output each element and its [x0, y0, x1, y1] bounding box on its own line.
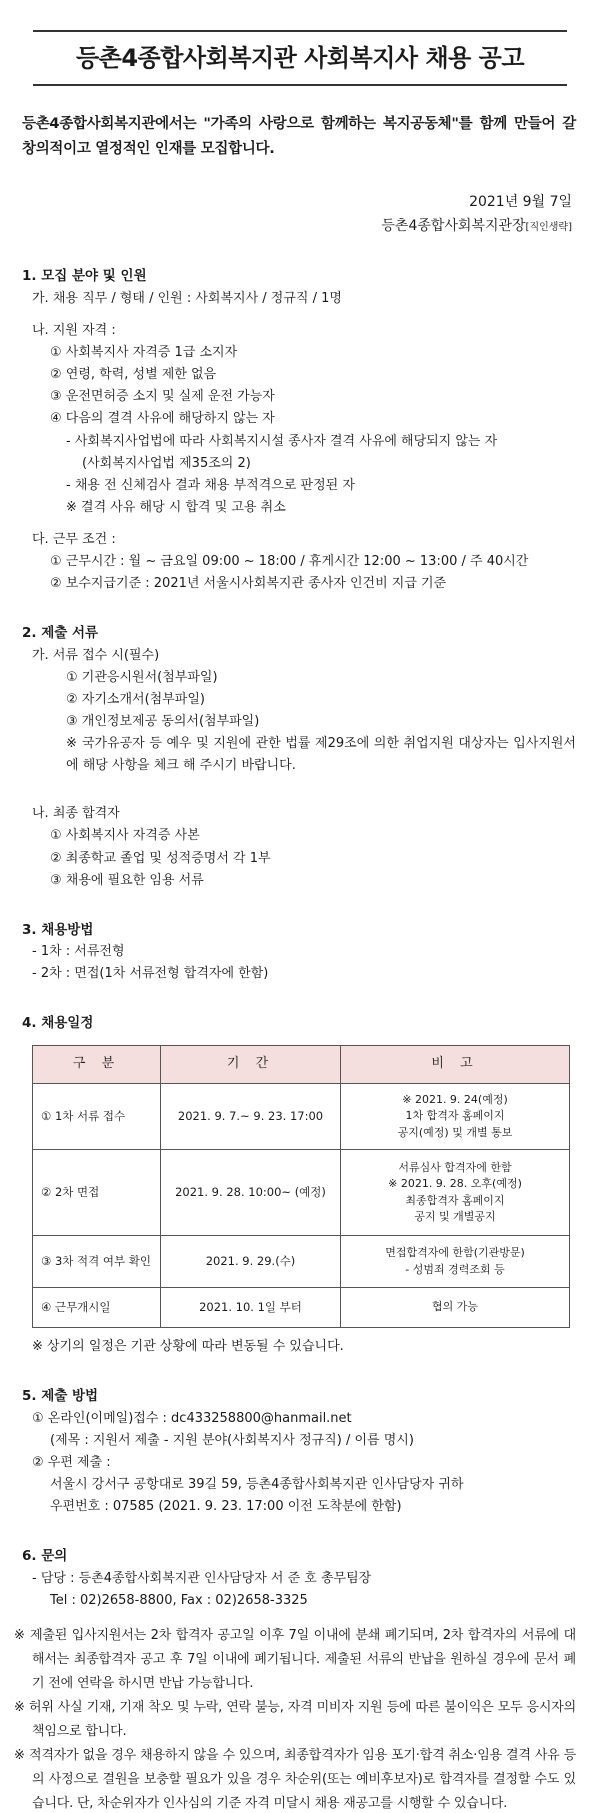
- final-document-item: ② 최종학교 졸업 및 성적증명서 각 1부: [50, 850, 271, 866]
- documents-heading: 가. 서류 접수 시(필수): [32, 647, 160, 663]
- submit-online-subject: (제목 : 지원서 제출 - 지원 분야(사회복지사 정규직) / 이름 명시): [50, 1432, 414, 1448]
- document-item: ① 기관응시원서(첨부파일): [66, 669, 218, 685]
- schedule-period: 2021. 9. 7.~ 9. 23. 17:00: [161, 1084, 341, 1150]
- section-3-title: 3. 채용방법: [22, 921, 94, 938]
- seal-note: [직인생략]: [525, 221, 572, 233]
- footnote: ※ 적격자가 없을 경우 채용하지 않을 수 있으며, 최종합격자가 임용 포기·합격 취소·임용 결격 사유 등의 사정으로 결원을 보충할 필요가 있을 경우 차순위(또는 예비후보자)로 합격자를 결정할 수도 있습니다. 단, 차순위자가 인사심의 기준 자격 미달시 채용 재공고를 시행할 수 있습니다.: [14, 1748, 576, 1812]
- table-row: [33, 1084, 570, 1150]
- schedule-note: [341, 1150, 570, 1236]
- schedule-header-row: [33, 1046, 570, 1084]
- schedule-step: ① 1차 서류 접수: [33, 1084, 161, 1150]
- page-title: 등촌4종합사회복지관 사회복지사 채용 공고: [33, 30, 567, 86]
- qualification-item: ② 연령, 학력, 성별 제한 없음: [50, 367, 217, 383]
- work-condition-item: ① 근무시간 : 월 ~ 금요일 09:00 ~ 18:00 / 휴게시간 12:00 ~ 13:00 / 주 40시간: [50, 553, 529, 569]
- submit-mail-postcode: 우편번호 : 07585 (2021. 9. 23. 17:00 이전 도착분에 한함): [50, 1499, 402, 1515]
- final-document-item: ① 사회복지사 자격증 사본: [50, 828, 200, 844]
- document-item: ② 자기소개서(첨부파일): [66, 691, 205, 707]
- section-5-title: 5. 제출 방법: [22, 1388, 99, 1405]
- disqualification-note: ※ 결격 사유 해당 시 합격 및 고용 취소: [66, 499, 286, 515]
- schedule-note-line: 공지 및 개별공지: [414, 1210, 496, 1224]
- work-conditions-heading: 다. 근무 조건 :: [32, 531, 116, 547]
- footnote: ※ 허위 사실 기재, 기재 착오 및 누락, 연락 불능, 자격 미비자 지원 등에 따른 불이익은 모두 응시자의 책임으로 합니다.: [14, 1700, 576, 1740]
- veteran-note: ※ 국가유공자 등 예우 및 지원에 관한 법률 제29조에 의한 취업지원 대상자는 입사지원서에 해당 사항을 체크 해 주시기 바랍니다.: [66, 736, 576, 774]
- final-document-item: ③ 채용에 필요한 임용 서류: [50, 872, 204, 888]
- submit-mail-address: 서울시 강서구 공항대로 39길 59, 등촌4종합사회복지관 인사담당자 귀하: [50, 1477, 464, 1493]
- submit-email-text[interactable]: ① 온라인(이메일)접수 : dc433258800@hanmail.net: [32, 1410, 352, 1426]
- schedule-note: [341, 1288, 570, 1328]
- schedule-note-line: 면접합격자에 한함(기관방문): [385, 1246, 525, 1260]
- schedule-step: ④ 근무개시일: [33, 1288, 161, 1328]
- schedule-note: [341, 1084, 570, 1150]
- schedule-period: 2021. 10. 1일 부터: [161, 1288, 341, 1328]
- submit-online: [32, 1408, 600, 1430]
- footnotes: [14, 1624, 576, 1813]
- schedule-note: [341, 1236, 570, 1288]
- schedule-table: [32, 1045, 570, 1328]
- section-1-title: 1. 모집 분야 및 인원: [22, 268, 147, 285]
- table-row: [33, 1150, 570, 1236]
- schedule-period: 2021. 9. 29.(수): [161, 1236, 341, 1288]
- schedule-note-line: 협의 가능: [431, 1300, 478, 1314]
- schedule-note-line: ※ 2021. 9. 28. 오후(예정): [388, 1177, 522, 1191]
- schedule-change-note: ※ 상기의 일정은 기관 상황에 따라 변동될 수 있습니다.: [32, 1339, 344, 1355]
- issuer-line: [0, 215, 572, 239]
- issue-date: 2021년 9월 7일: [469, 193, 572, 210]
- schedule-step: ② 2차 면접: [33, 1150, 161, 1236]
- section-2-title: 2. 제출 서류: [22, 625, 99, 642]
- contact-person: - 담당 : 등촌4종합사회복지관 인사담당자 서 준 호 총무팀장: [32, 1570, 372, 1586]
- schedule-note-line: 1차 합격자 홈페이지: [405, 1109, 505, 1123]
- section-4-title: 4. 채용일정: [22, 1015, 94, 1032]
- schedule-note-line: - 성범죄 경력조회 등: [405, 1262, 505, 1276]
- qualification-item: ④ 다음의 결격 사유에 해당하지 않는 자: [50, 411, 275, 427]
- schedule-header-note: 비 고: [341, 1046, 570, 1084]
- contact-phone: Tel : 02)2658-8800, Fax : 02)2658-3325: [50, 1592, 308, 1608]
- table-row: [33, 1236, 570, 1288]
- method-item: - 2차 : 면접(1차 서류전형 합격자에 한함): [32, 966, 269, 982]
- final-documents-heading: 나. 최종 합격자: [32, 806, 120, 822]
- schedule-step: ③ 3차 적격 여부 확인: [33, 1236, 161, 1288]
- schedule-header-step: 구 분: [33, 1046, 161, 1084]
- intro-paragraph: 등촌4종합사회복지관에서는 "가족의 사랑으로 함께하는 복지공동체"를 함께 만들어 갈 창의적이고 열정적인 인재를 모집합니다.: [22, 116, 576, 158]
- schedule-note-line: 공지(예정) 및 개별 통보: [397, 1125, 513, 1139]
- disqualification-item: - 사회복지사업법에 따라 사회복지시설 종사자 결격 사유에 해당되지 않는 자: [66, 433, 498, 449]
- table-row: [33, 1288, 570, 1328]
- schedule-note-line: 서류심사 합격자에 한함: [398, 1160, 512, 1174]
- schedule-header-period: 기 간: [161, 1046, 341, 1084]
- method-item: - 1차 : 서류전형: [32, 944, 125, 960]
- schedule-note-line: 최종합격자 홈페이지: [405, 1193, 505, 1207]
- qualification-item: ① 사회복지사 자격증 1급 소지자: [50, 345, 238, 361]
- qualification-item: ③ 운전면허증 소지 및 실제 운전 가능자: [50, 389, 275, 405]
- document-item: ③ 개인정보제공 동의서(첨부파일): [66, 714, 260, 730]
- qualification-heading: 나. 지원 자격 :: [32, 323, 116, 339]
- work-condition-item: ② 보수지급기준 : 2021년 서울시사회복지관 종사자 인건비 지급 기준: [50, 576, 447, 592]
- footnote: ※ 제출된 입사지원서는 2차 합격자 공고일 이후 7일 이내에 분쇄 폐기되며, 2차 합격자의 서류에 대해서는 최종합격자 공고 후 7일 이내에 폐기됩니다. 제출된 서류의 반납을 원하실 경우에 문서 폐기 전에 연락을 하시면 반납 가능합니다.: [14, 1628, 576, 1692]
- disqualification-law: (사회복지사업법 제35조의 2): [82, 455, 251, 471]
- disqualification-item: - 채용 전 신체검사 결과 채용 부적격으로 판정된 자: [66, 477, 355, 493]
- issue-block: [0, 191, 572, 239]
- schedule-note-line: ※ 2021. 9. 24(예정): [402, 1092, 508, 1106]
- schedule-period: 2021. 9. 28. 10:00~ (예정): [161, 1150, 341, 1236]
- section-6-title: 6. 문의: [22, 1548, 68, 1565]
- issuer-name: 등촌4종합사회복지관장: [381, 217, 526, 234]
- submit-mail: ② 우편 제출 :: [32, 1454, 111, 1470]
- recruit-position: 가. 채용 직무 / 형태 / 인원 : 사회복지사 / 정규직 / 1명: [32, 290, 342, 306]
